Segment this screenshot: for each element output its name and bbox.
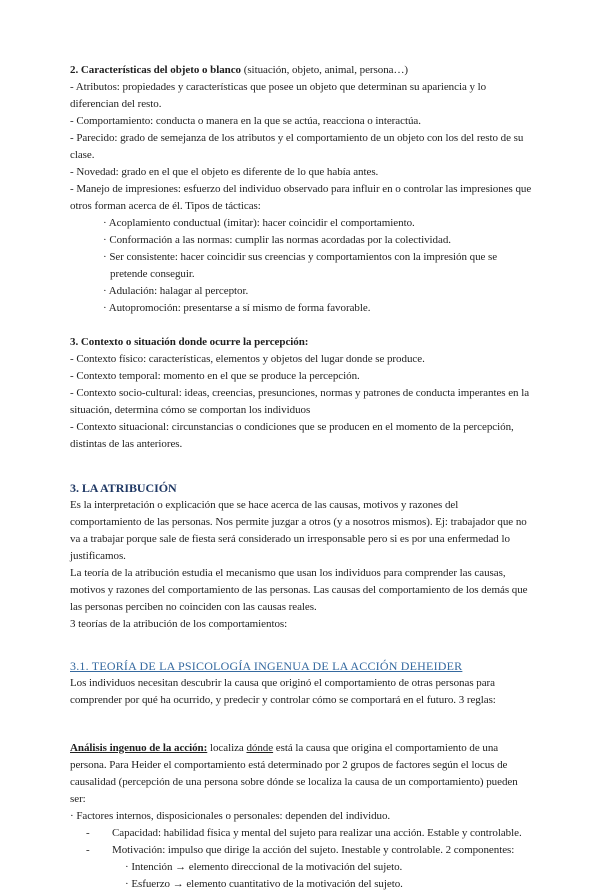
factor-item-bullet: - [86,827,90,839]
factor-item-capacidad [70,825,532,842]
attribute-item-parecido: - Parecido: grado de semejanza de los atributos y el comportamiento de un objeto con los del resto de su clase. [70,132,524,161]
tactic-item-adulacion: · Adulación: halagar al perceptor. [103,285,249,297]
attribution-section-heading: 3. LA ATRIBUCIÓN [70,481,177,495]
section-3-context-heading: 3. Contexto o situación donde ocurre la percepción: [70,336,309,348]
attribution-theories-line: 3 teorías de la atribución de los comportamientos: [70,618,288,630]
attribution-paragraph-2: La teoría de la atribución estudia el mecanismo que usan los individuos para comprender las causas, motivos y razones del comportamiento de las personas. Las causas del comportamiento de los demás que las personas perciben no coinciden con las causas reales. [70,567,528,613]
context-item-temporal: - Contexto temporal: momento en el que se produce la percepción. [70,370,360,382]
tactic-item-conformacion: · Conformación a las normas: cumplir las normas acordadas por la colectividad. [103,234,451,246]
context-item-situacional: - Contexto situacional: circunstancias o condiciones que se producen en el momento de la percepción, distintas de las anteriores. [70,421,514,450]
attribute-item-atributos: - Atributos: propiedades y características que posee un objeto que determinan su apariencia y lo diferencian del resto. [70,81,487,110]
naive-analysis-underlined-word: dónde [246,742,274,754]
factor-item-bullet: - [86,844,90,856]
naive-analysis-text-pre: localiza [207,742,247,754]
attribute-item-comportamiento: - Comportamiento: conducta o manera en la que se actúa, reacciona o interactúa. [70,115,421,127]
factor-item-text: Capacidad: habilidad física y mental del sujeto para realizar una acción. Estable y controlable. [112,827,522,839]
section-2-heading [70,62,532,79]
motivation-component-intencion: · Intención → elemento direccional de la motivación del sujeto. [125,861,403,873]
attribute-item-manejo-impresiones: - Manejo de impresiones: esfuerzo del individuo observado para influir en o controlar las impresiones que otros forman acerca de él. Tipos de tácticas: [70,183,532,212]
naive-analysis-paragraph [70,740,532,808]
context-item-fisico: - Contexto físico: características, elementos y objetos del lugar donde se produce. [70,353,425,365]
heider-theory-heading: 3.1. TEORÍA DE LA PSICOLOGÍA INGENUA DE LA ACCIÓN DEHEIDER [70,659,463,673]
motivation-component-esfuerzo: · Esfuerzo → elemento cuantitativo de la motivación del sujeto. [125,878,403,890]
tactic-item-ser-consistente: · Ser consistente: hacer coincidir sus creencias y comportamientos con la impresión que se pretende conseguir. [103,251,498,280]
factor-item-motivacion [70,842,532,859]
tactic-item-acoplamiento: · Acoplamiento conductual (imitar): hacer coincidir el comportamiento. [103,217,415,229]
naive-analysis-text-post: está la causa que origina el comportamiento de una persona. Para Heider el comportamiento está determinado por 2 grupos de factores según el locus de causalidad (percepción de una persona sobre dónde se localiza la causa de un comportamiento) pueden ser: [70,742,518,805]
section-2-heading-title: 2. Características del objeto o blanco [70,64,242,76]
internal-factors-line: · Factores internos, disposicionales o personales: dependen del individuo. [70,810,391,822]
factor-item-text: Motivación: impulso que dirige la acción del sujeto. Inestable y controlable. 2 componentes: [112,844,515,856]
attribute-item-novedad: - Novedad: grado en el que el objeto es diferente de lo que había antes. [70,166,379,178]
section-2-heading-subtitle: (situación, objeto, animal, persona…) [241,64,409,76]
context-item-socio-cultural: - Contexto socio-cultural: ideas, creencias, presunciones, normas y patrones de conducta imperantes en la situación, determina cómo se comportan los individuos [70,387,530,416]
tactic-item-autopromocion: · Autopromoción: presentarse a sí mismo de forma favorable. [103,302,371,314]
naive-analysis-label: Análisis ingenuo de la acción: [70,742,208,754]
heider-intro-paragraph: Los individuos necesitan descubrir la causa que originó el comportamiento de otras personas para comprender por qué ha ocurrido, y predecir y controlar cómo se comportará en el futuro. 3 reglas: [70,677,496,706]
attribution-paragraph-1: Es la interpretación o explicación que se hace acerca de las causas, motivos y razones del comportamiento de las personas. Nos permite juzgar a otros (y a nosotros mismos). Ej: trabajador que no va a trabajar porque sale de fiesta será considerado un irresponsable pero si es por una enfermedad lo justificamos. [70,499,527,562]
